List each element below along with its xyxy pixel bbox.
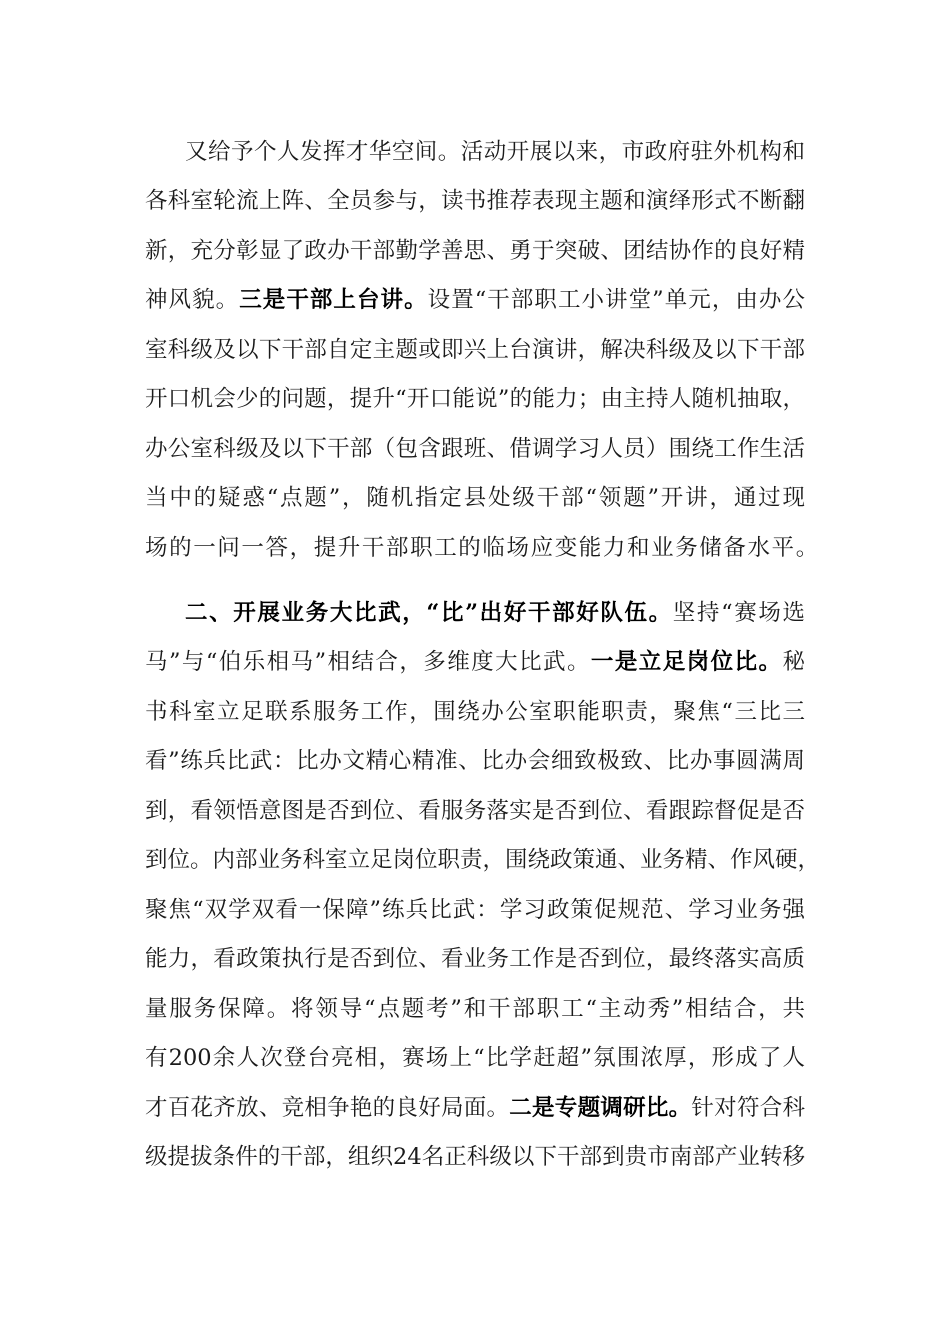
paragraph-2-line-1 (185, 598, 805, 628)
text-run: 设置“干部职工小讲堂”单元，由办公 (427, 287, 805, 313)
paragraph-2-line-10: 有200余人次登台亮相，赛场上“比学赶超”氛围浓厚，形成了人 (145, 1045, 805, 1071)
paragraph-1-line-1: 又给予个人发挥才华空间。活动开展以来，市政府驻外机构和 (185, 139, 805, 165)
paragraph-1-line-9: 场的一问一答，提升干部职工的临场应变能力和业务储备水平。 (145, 535, 820, 561)
paragraph-1-line-4 (145, 285, 805, 315)
paragraph-2-line-12: 级提拔条件的干部，组织24名正科级以下干部到贵市南部产业转移 (145, 1144, 805, 1170)
paragraph-2-line-8: 能力，看政策执行是否到位、看业务工作是否到位，最终落实高质 (145, 946, 805, 972)
section-heading: 二、开展业务大比武，“比”出好干部好队伍。 (185, 600, 673, 626)
text-run: 针对符合科 (691, 1095, 805, 1121)
paragraph-2-line-5: 到，看领悟意图是否到位、看服务落实是否到位、看跟踪督促是否 (145, 798, 805, 824)
bold-heading-2: 二是专题调研比。 (509, 1095, 692, 1121)
text-run: 才百花齐放、竞相争艳的良好局面。 (145, 1095, 510, 1121)
paragraph-2-line-9: 量服务保障。将领导“点题考”和干部职工“主动秀”相结合，共 (145, 996, 805, 1022)
paragraph-1-line-8: 当中的疑惑“点题”，随机指定县处级干部“领题”开讲，通过现 (145, 485, 805, 511)
paragraph-2-line-6: 到位。内部业务科室立足岗位职责，围绕政策通、业务精、作风硬， (145, 847, 821, 873)
text-run: 坚持“赛场选 (672, 600, 805, 626)
bold-heading-3: 三是干部上台讲。 (239, 287, 428, 313)
paragraph-1-line-6: 开口机会少的问题，提升“开口能说”的能力；由主持人随机抽取， (145, 386, 805, 412)
paragraph-2-line-11 (145, 1093, 805, 1123)
paragraph-1-line-7: 办公室科级及以下干部（包含跟班、借调学习人员）围绕工作生活 (145, 436, 805, 462)
bold-heading-1: 一是立足岗位比。 (590, 649, 783, 675)
paragraph-2-line-4: 看”练兵比武：比办文精心精准、比办会细致极致、比办事圆满周 (145, 748, 805, 774)
paragraph-2-line-3: 书科室立足联系服务工作，围绕办公室职能职责，聚焦“三比三 (145, 699, 805, 725)
paragraph-2-line-7: 聚焦“双学双看一保障”练兵比武：学习政策促规范、学习业务强 (145, 897, 805, 923)
paragraph-1-line-2: 各科室轮流上阵、全员参与，读书推荐表现主题和演绎形式不断翻 (145, 188, 805, 214)
text-run: 马”与“伯乐相马”相结合，多维度大比武。 (145, 649, 591, 675)
paragraph-2-line-2 (145, 647, 805, 677)
text-run: 秘 (782, 649, 805, 675)
paragraph-1-line-5: 室科级及以下干部自定主题或即兴上台演讲，解决科级及以下干部 (145, 337, 805, 363)
text-run: 神风貌。 (145, 287, 240, 313)
paragraph-1-line-3: 新，充分彰显了政办干部勤学善思、勇于突破、团结协作的良好精 (145, 238, 805, 264)
